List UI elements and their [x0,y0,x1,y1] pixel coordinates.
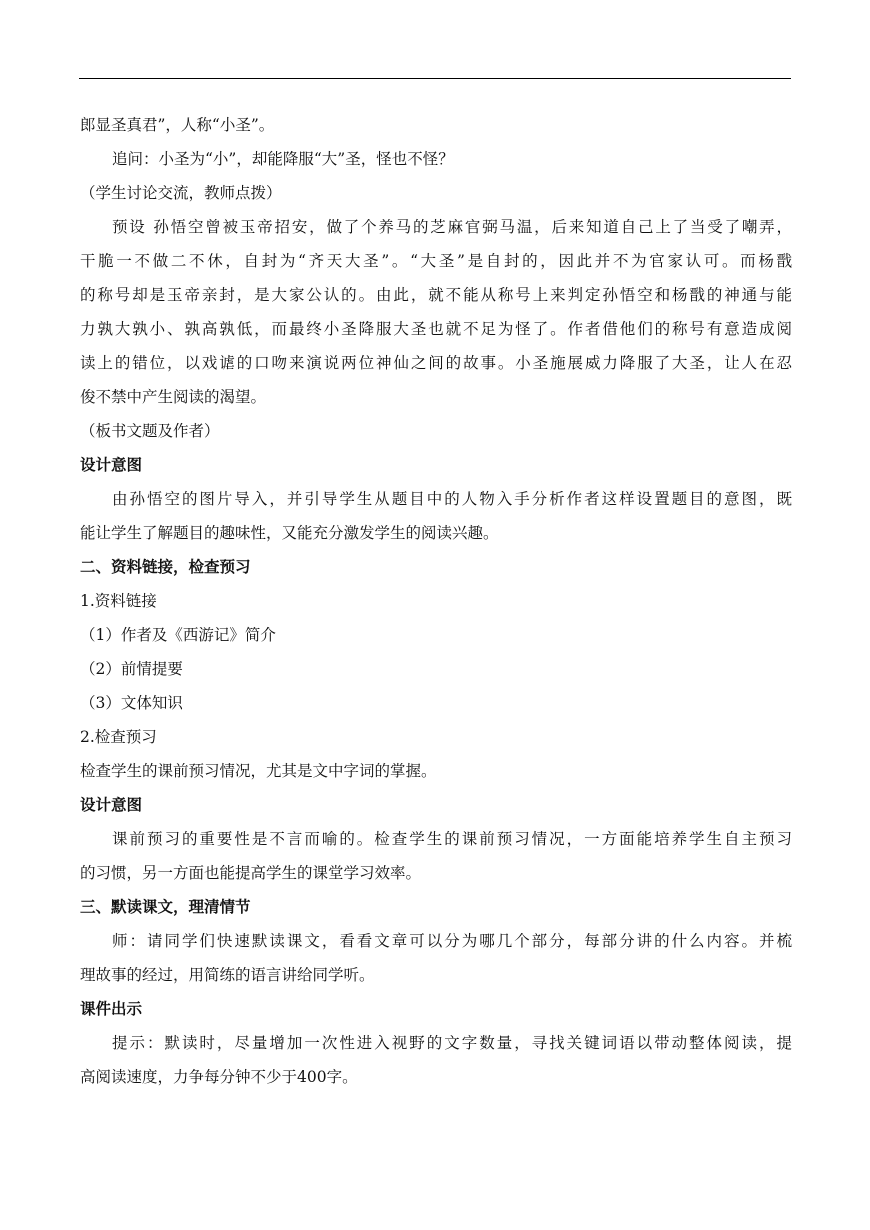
text-line: （学生讨论交流，教师点拨） [80,184,282,202]
text-line: 干脆一不做二不休，自封为“齐天大圣”。“大圣”是自封的，因此并不为官家认可。而杨戬 [80,252,792,270]
text-line: 读上的错位，以戏谑的口吻来演说两位神仙之间的故事。小圣施展威力降服了大圣，让人在忍 [80,354,792,372]
header-rule [79,78,791,79]
text-line: 的习惯，另一方面也能提高学生的课堂学习效率。 [80,864,422,882]
section-heading: 三、默读课文，理清情节 [80,897,251,916]
text-line: （3）文体知识 [80,694,183,712]
text-line: 追问：小圣为“小”，却能降服“大”圣，怪也不怪？ [112,150,454,168]
section-heading: 二、资料链接，检查预习 [80,557,251,576]
text-line: 力孰大孰小、孰高孰低，而最终小圣降服大圣也就不足为怪了。作者借他们的称号有意造成阅 [80,320,792,338]
text-line: 由孙悟空的图片导入，并引导学生从题目中的人物入手分析作者这样设置题目的意图，既 [112,490,792,508]
section-heading: 设计意图 [80,455,143,474]
text-line: 高阅读速度，力争每分钟不少于400字。 [80,1068,358,1086]
text-line: 师：请同学们快速默读课文，看看文章可以分为哪几个部分，每部分讲的什么内容。并梳 [112,932,792,950]
text-line: （2）前情提要 [80,660,183,678]
text-line: 检查学生的课前预习情况，尤其是文中字词的掌握。 [80,762,437,780]
text-line: 俊不禁中产生阅读的渴望。 [80,388,267,406]
document-body [80,108,792,1094]
text-line: 能让学生了解题目的趣味性，又能充分激发学生的阅读兴趣。 [80,524,499,542]
section-heading: 课件出示 [80,999,143,1018]
section-heading: 设计意图 [80,795,143,814]
text-line: 课前预习的重要性是不言而喻的。检查学生的课前预习情况，一方面能培养学生自主预习 [112,830,792,848]
text-line: 1.资料链接 [80,592,157,610]
text-line: （板书文题及作者） [80,422,220,440]
text-line: 的称号却是玉帝亲封，是大家公认的。由此，就不能从称号上来判定孙悟空和杨戬的神通与能 [80,286,792,304]
text-line: 2.检查预习 [80,728,157,746]
text-line: 提示：默读时，尽量增加一次性进入视野的文字数量，寻找关键词语以带动整体阅读，提 [112,1034,792,1052]
text-line: 郎显圣真君”，人称“小圣”。 [80,116,275,134]
text-line: 理故事的经过，用简练的语言讲给同学听。 [80,966,375,984]
text-line: （1）作者及《西游记》简介 [80,626,276,644]
text-line: 预设 孙悟空曾被玉帝招安，做了个养马的芝麻官弼马温，后来知道自己上了当受了嘲弄， [112,218,792,236]
